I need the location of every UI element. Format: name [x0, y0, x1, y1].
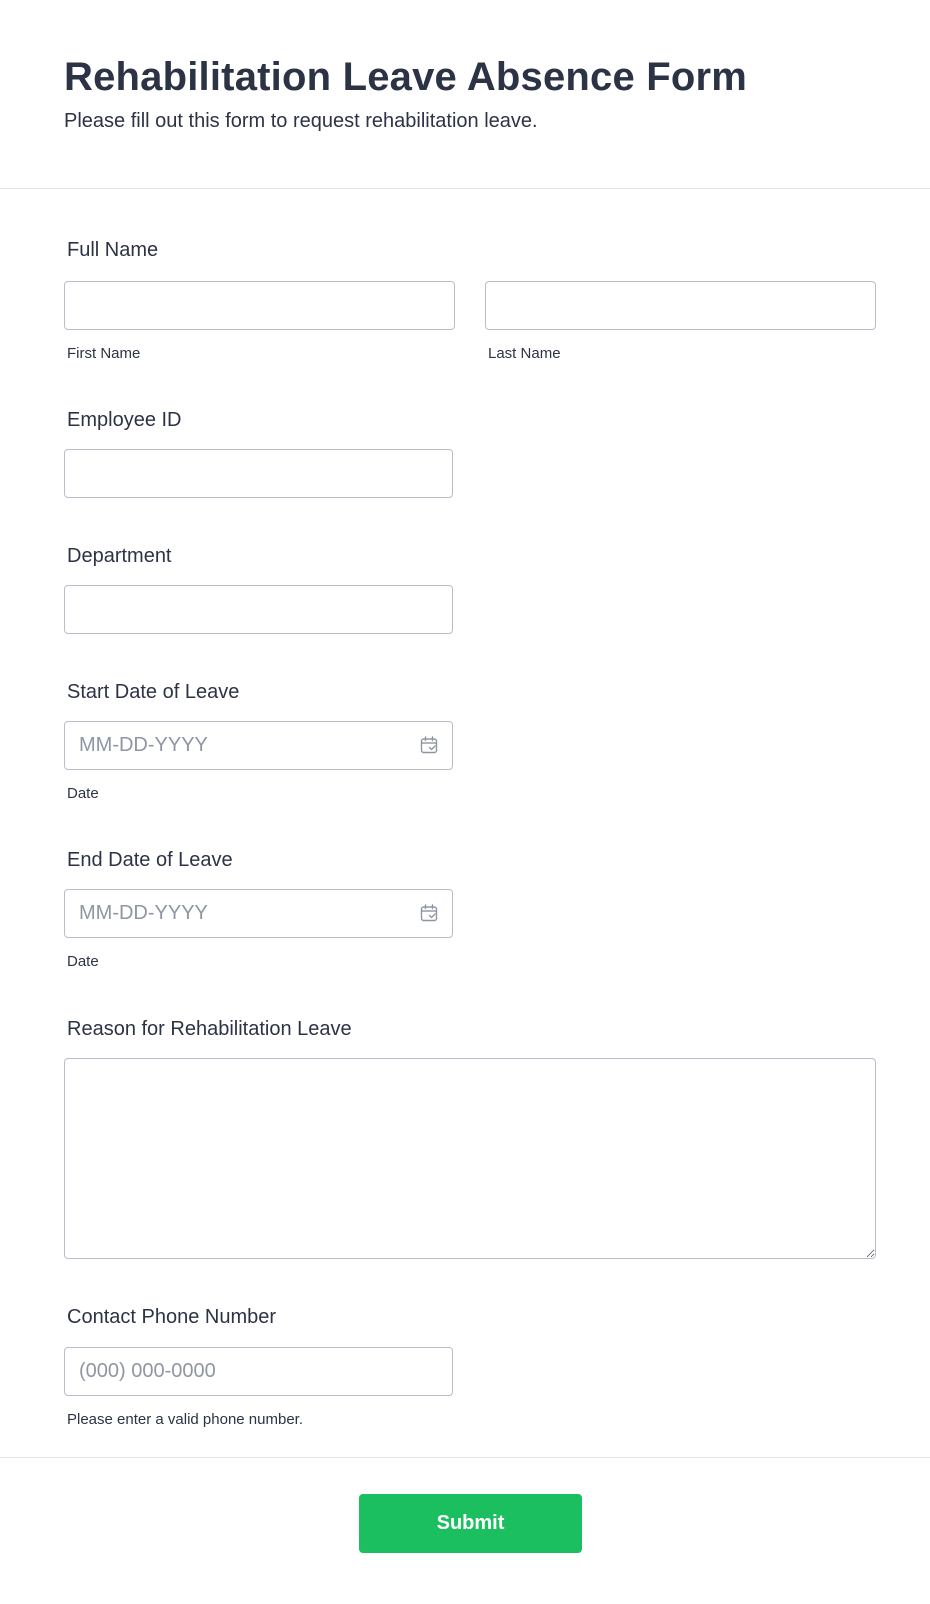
- form-header: [0, 0, 930, 189]
- end-date-sublabel: Date: [67, 953, 99, 970]
- form-subtitle: Please fill out this form to request rehabilitation leave.: [64, 110, 538, 132]
- reason-textarea[interactable]: [64, 1058, 876, 1259]
- department-label: Department: [67, 545, 172, 567]
- first-name-input[interactable]: [64, 281, 455, 330]
- submit-button[interactable]: Submit: [359, 1494, 582, 1553]
- footer-divider: [0, 1457, 930, 1458]
- end-date-input[interactable]: [64, 889, 453, 938]
- calendar-icon[interactable]: [419, 903, 439, 923]
- last-name-input[interactable]: [485, 281, 876, 330]
- reason-label: Reason for Rehabilitation Leave: [67, 1018, 352, 1040]
- phone-input[interactable]: [64, 1347, 453, 1396]
- first-name-sublabel: First Name: [67, 345, 141, 362]
- start-date-label: Start Date of Leave: [67, 681, 240, 703]
- start-date-input[interactable]: [64, 721, 453, 770]
- form-title: Rehabilitation Leave Absence Form: [64, 55, 748, 99]
- last-name-sublabel: Last Name: [488, 345, 561, 362]
- employee-id-input[interactable]: [64, 449, 453, 498]
- department-input[interactable]: [64, 585, 453, 634]
- end-date-label: End Date of Leave: [67, 849, 233, 871]
- phone-label: Contact Phone Number: [67, 1306, 277, 1328]
- phone-sublabel: Please enter a valid phone number.: [67, 1411, 303, 1428]
- calendar-icon[interactable]: [419, 735, 439, 755]
- employee-id-label: Employee ID: [67, 409, 182, 431]
- start-date-sublabel: Date: [67, 785, 99, 802]
- full-name-label: Full Name: [67, 239, 159, 261]
